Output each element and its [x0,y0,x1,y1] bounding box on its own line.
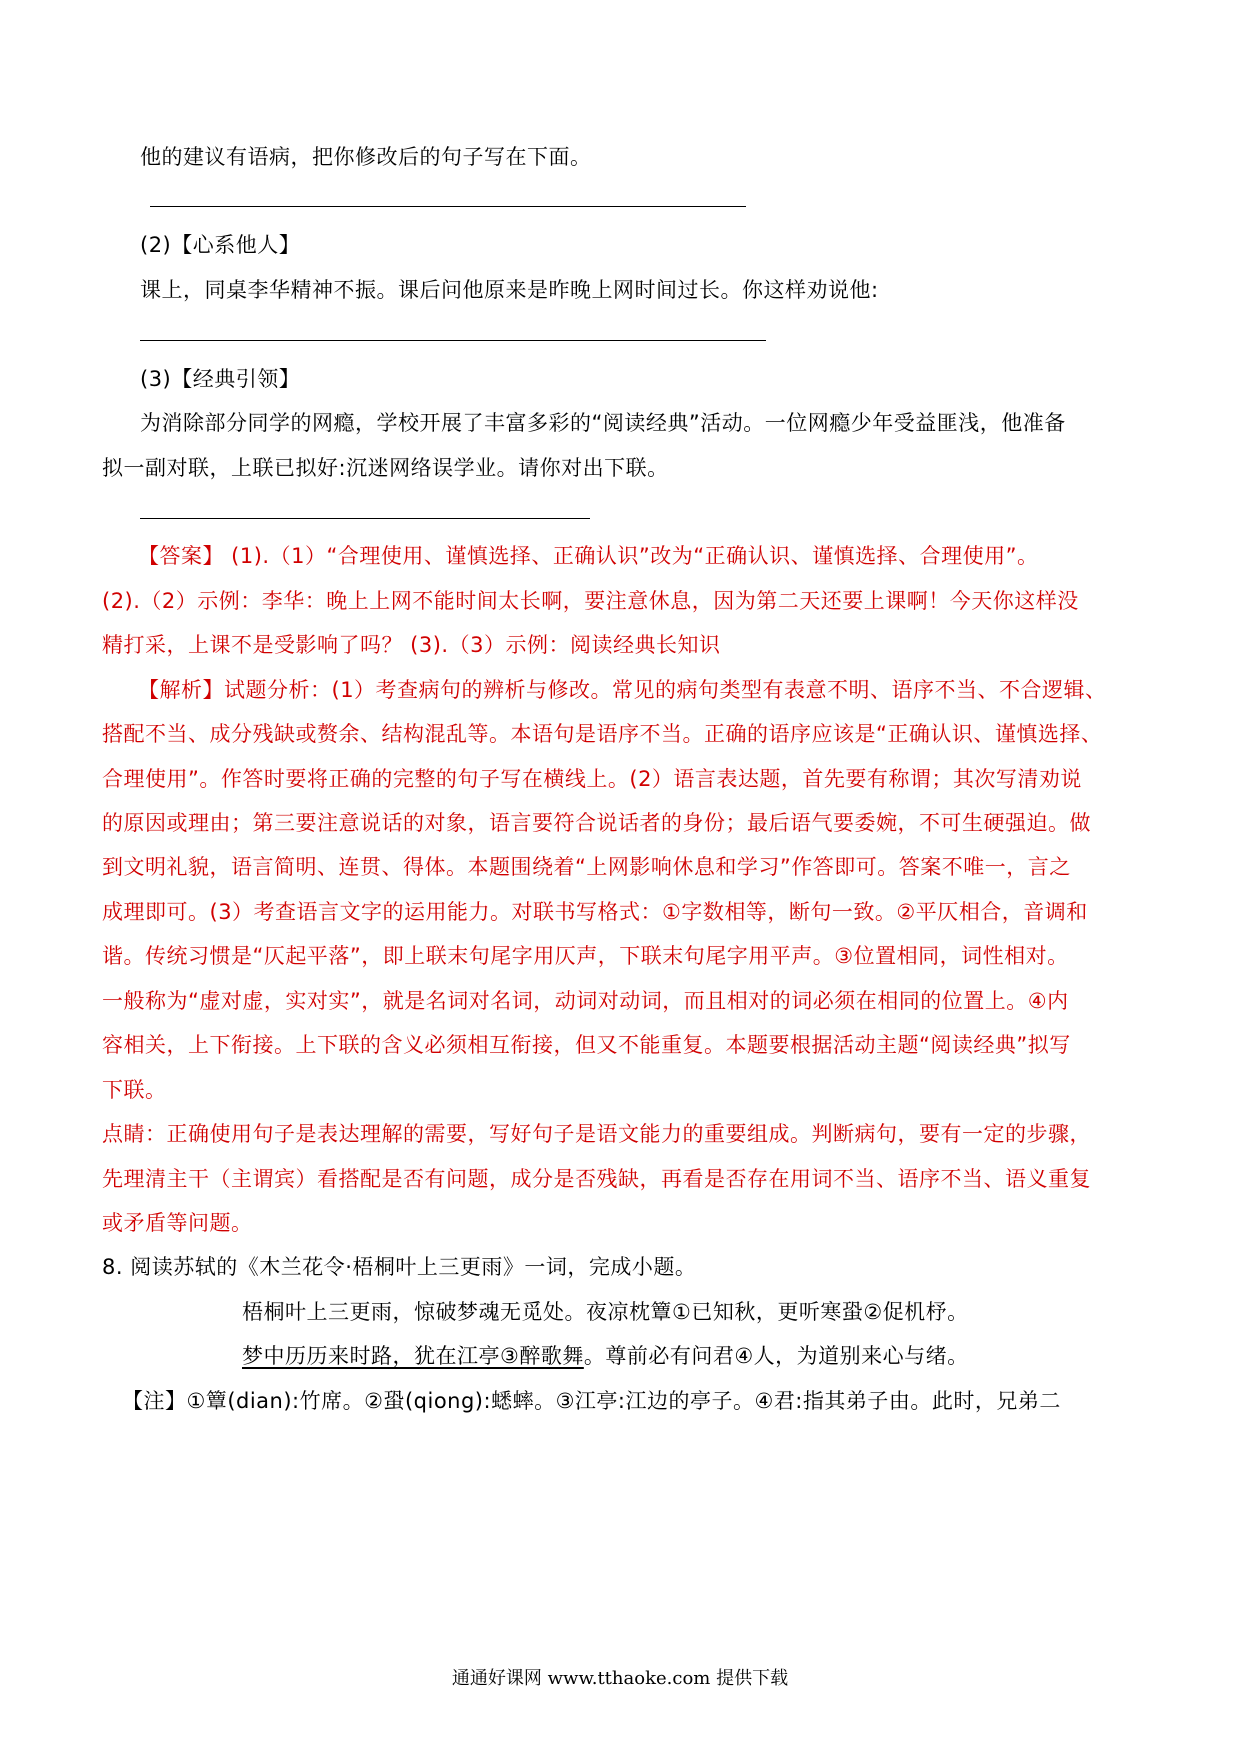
poem-line-2-rest: 。尊前必有问君④人，为道别来心与绪。 [583,1344,969,1368]
analysis-line: 一般称为“虚对虚，实对实”，就是名词对名词，动词对动词，而且相对的词必须在相同的位置上。④内 [102,989,1069,1013]
analysis-line: 到文明礼貌，语言简明、连贯、得体。本题围绕着“上网影响休息和学习”作答即可。答案不唯一，言之 [102,855,1071,879]
poem-notes: 【注】①簟(dian):竹席。②蛩(qiong):蟋蟀。③江亭:江边的亭子。④君:指其弟子由。此时，兄弟二 [122,1389,1061,1413]
analysis-line: 搭配不当、成分残缺或赘余、结构混乱等。本语句是语序不当。正确的语序应该是“正确认识、谨慎选择、 [102,722,1103,746]
poem-underlined-phrase: 梦中历历来时路，犹在江亭③醉歌舞 [242,1344,584,1368]
q7-part3-heading: (3)【经典引领】 [140,367,301,391]
poem-line-2 [242,1341,969,1371]
q7-instruction: 他的建议有语病，把你修改后的句子写在下面。 [140,145,592,169]
analysis-line: 谐。传统习惯是“仄起平落”，即上联末句尾字用仄声，下联末句尾字用平声。③位置相同，词性相对。 [102,944,1069,968]
answer-line: 【答案】 (1).（1）“合理使用、谨慎选择、正确认识”改为“正确认识、谨慎选择、合理使用”。 [138,544,1039,568]
analysis-line: 下联。 [102,1078,167,1102]
answer-blank-line-2 [140,340,766,341]
q8-title: 8. 阅读苏轼的《木兰花令·梧桐叶上三更雨》一词，完成小题。 [102,1255,697,1279]
answer-blank-line-3 [140,518,590,519]
analysis-line: 合理使用”。作答时要将正确的完整的句子写在横线上。(2）语言表达题，首先要有称谓；其次写清劝说 [102,767,1082,791]
analysis-line: 【解析】试题分析：(1）考查病句的辨析与修改。常见的病句类型有表意不明、语序不当、不合逻辑、 [138,678,1107,702]
analysis-line: 成理即可。(3）考查语言文字的运用能力。对联书写格式：①字数相等，断句一致。②平仄相合，音调和 [102,900,1088,924]
tips-line: 先理清主干（主谓宾）看搭配是否有问题，成分是否残缺，再看是否存在用词不当、语序不当、语义重复 [102,1167,1091,1191]
q7-part3-text-line1: 为消除部分同学的网瘾，学校开展了丰富多彩的“阅读经典”活动。一位网瘾少年受益匪浅，他准备 [140,411,1066,435]
analysis-line: 的原因或理由；第三要注意说话的对象，语言要符合说话者的身份；最后语气要委婉，不可生硬强迫。做 [102,811,1091,835]
answer-line: (2).（2）示例：李华：晚上上网不能时间太长啊，要注意休息，因为第二天还要上课啊！今天你这样没 [102,589,1079,613]
q7-part3-text-line2: 拟一副对联，上联已拟好:沉迷网络误学业。请你对出下联。 [102,456,669,480]
poem-line-1: 梧桐叶上三更雨，惊破梦魂无觅处。夜凉枕簟①已知秋，更听寒蛩②促机杼。 [242,1300,969,1324]
q7-part2-text: 课上，同桌李华精神不振。课后问他原来是昨晚上网时间过长。你这样劝说他: [140,278,879,302]
answer-blank-line-1 [150,206,746,207]
tips-line: 或矛盾等问题。 [102,1211,253,1235]
answer-line: 精打采，上课不是受影响了吗？ (3).（3）示例：阅读经典长知识 [102,633,721,657]
tips-line: 点睛：正确使用句子是表达理解的需要，写好句子是语文能力的重要组成。判断病句，要有一定的步骤， [102,1122,1091,1146]
page-footer: 通通好课网 www.tthaoke.com 提供下载 [451,1668,789,1689]
q7-part2-heading: (2)【心系他人】 [140,233,301,257]
analysis-line: 容相关，上下衔接。上下联的含义必须相互衔接，但又不能重复。本题要根据活动主题“阅读经典”拟写 [102,1033,1071,1057]
